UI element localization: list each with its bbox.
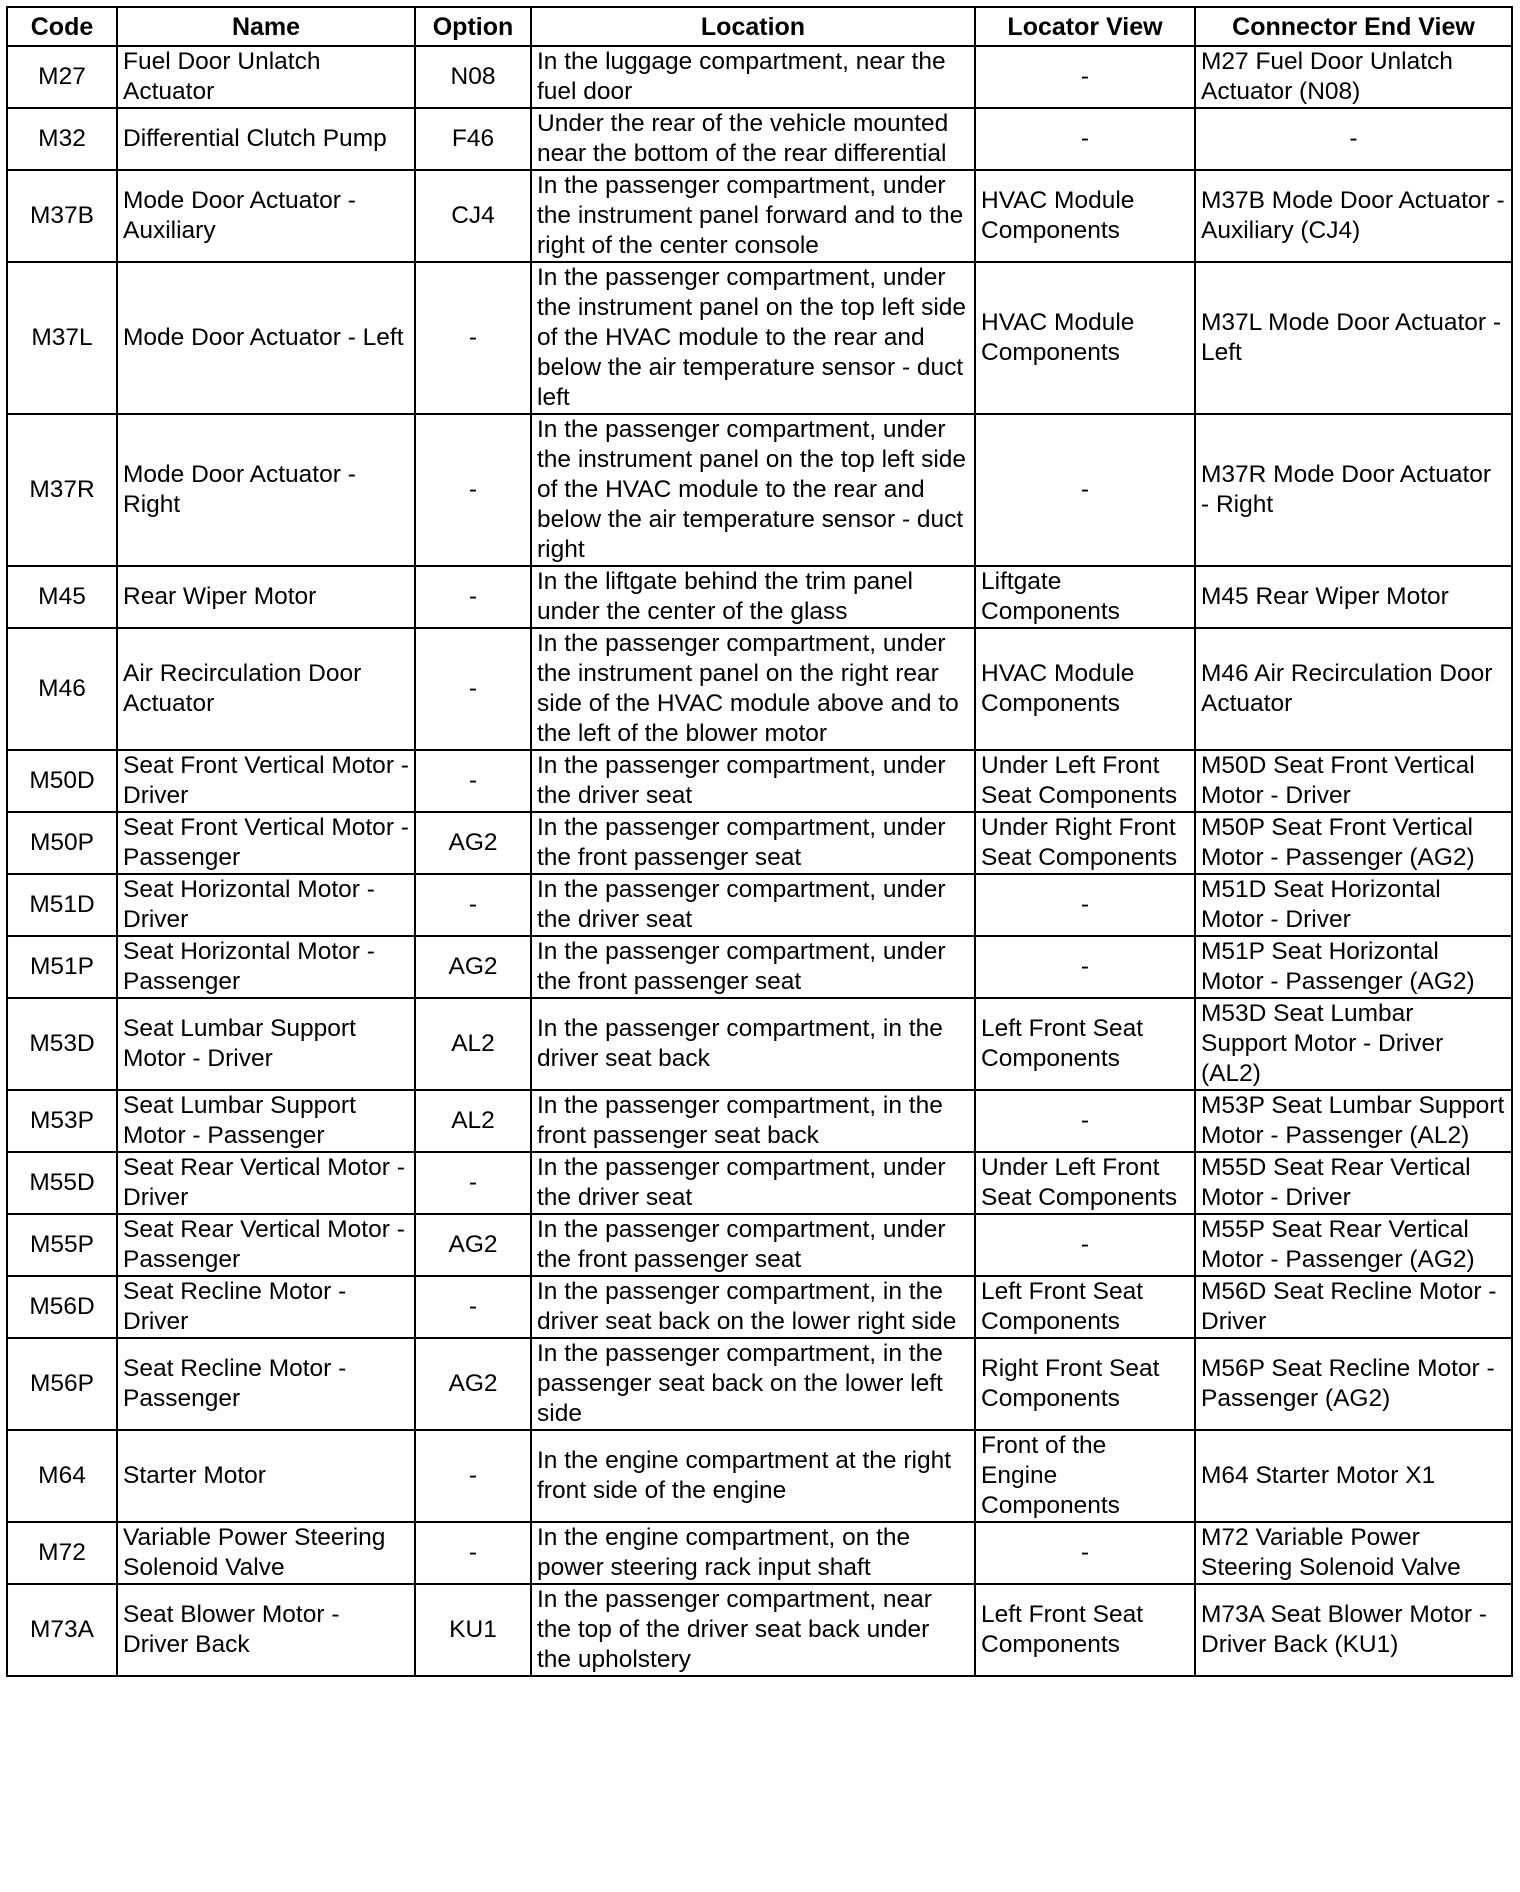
cell-code: M37L xyxy=(7,262,117,414)
cell-code: M55P xyxy=(7,1214,117,1276)
cell-location: In the liftgate behind the trim panel under the center of the glass xyxy=(531,566,975,628)
table-row xyxy=(7,628,1512,750)
cell-name: Seat Recline Motor - Passenger xyxy=(117,1338,415,1430)
cell-location: In the passenger compartment, under the front passenger seat xyxy=(531,812,975,874)
cell-locator-view: Left Front Seat Components xyxy=(975,1276,1195,1338)
cell-location: In the passenger compartment, under the instrument panel on the top left side of the HVAC module to the rear and below the air temperature sensor - duct left xyxy=(531,262,975,414)
cell-code: M50P xyxy=(7,812,117,874)
cell-locator-view: Liftgate Components xyxy=(975,566,1195,628)
cell-connector-end-view: M53D Seat Lumbar Support Motor - Driver (AL2) xyxy=(1195,998,1512,1090)
cell-option: AL2 xyxy=(415,998,531,1090)
cell-location: In the passenger compartment, under the instrument panel on the right rear side of the HVAC module above and to the left of the blower motor xyxy=(531,628,975,750)
cell-connector-end-view: M50P Seat Front Vertical Motor - Passenger (AG2) xyxy=(1195,812,1512,874)
cell-name: Mode Door Actuator - Right xyxy=(117,414,415,566)
cell-option: - xyxy=(415,1276,531,1338)
table-body xyxy=(7,46,1512,1676)
cell-option: - xyxy=(415,750,531,812)
cell-code: M27 xyxy=(7,46,117,108)
cell-connector-end-view: M37L Mode Door Actuator - Left xyxy=(1195,262,1512,414)
cell-locator-view: Left Front Seat Components xyxy=(975,1584,1195,1676)
table-header xyxy=(7,7,1512,46)
cell-option: - xyxy=(415,566,531,628)
cell-name: Seat Rear Vertical Motor - Driver xyxy=(117,1152,415,1214)
cell-locator-view: Right Front Seat Components xyxy=(975,1338,1195,1430)
cell-location: In the passenger compartment, under the front passenger seat xyxy=(531,1214,975,1276)
cell-locator-view: Under Left Front Seat Components xyxy=(975,750,1195,812)
cell-connector-end-view: M72 Variable Power Steering Solenoid Valve xyxy=(1195,1522,1512,1584)
header-connector-end-view: Connector End View xyxy=(1195,7,1512,46)
cell-location: Under the rear of the vehicle mounted near the bottom of the rear differential xyxy=(531,108,975,170)
cell-code: M50D xyxy=(7,750,117,812)
cell-name: Seat Horizontal Motor - Driver xyxy=(117,874,415,936)
cell-connector-end-view: M56D Seat Recline Motor - Driver xyxy=(1195,1276,1512,1338)
cell-name: Seat Front Vertical Motor - Passenger xyxy=(117,812,415,874)
cell-location: In the passenger compartment, under the driver seat xyxy=(531,1152,975,1214)
cell-connector-end-view: M46 Air Recirculation Door Actuator xyxy=(1195,628,1512,750)
cell-location: In the engine compartment at the right front side of the engine xyxy=(531,1430,975,1522)
cell-option: KU1 xyxy=(415,1584,531,1676)
cell-connector-end-view: M55P Seat Rear Vertical Motor - Passenger (AG2) xyxy=(1195,1214,1512,1276)
table-row xyxy=(7,998,1512,1090)
cell-option: - xyxy=(415,1152,531,1214)
table-row xyxy=(7,1152,1512,1214)
table-row xyxy=(7,1090,1512,1152)
cell-name: Mode Door Actuator - Auxiliary xyxy=(117,170,415,262)
cell-code: M46 xyxy=(7,628,117,750)
cell-connector-end-view: M27 Fuel Door Unlatch Actuator (N08) xyxy=(1195,46,1512,108)
cell-connector-end-view: M37R Mode Door Actuator - Right xyxy=(1195,414,1512,566)
cell-connector-end-view: M51D Seat Horizontal Motor - Driver xyxy=(1195,874,1512,936)
cell-option: AG2 xyxy=(415,812,531,874)
cell-locator-view: - xyxy=(975,108,1195,170)
cell-code: M56P xyxy=(7,1338,117,1430)
table-row xyxy=(7,874,1512,936)
cell-location: In the passenger compartment, in the passenger seat back on the lower left side xyxy=(531,1338,975,1430)
cell-locator-view: Left Front Seat Components xyxy=(975,998,1195,1090)
cell-code: M37R xyxy=(7,414,117,566)
header-row xyxy=(7,7,1512,46)
cell-code: M55D xyxy=(7,1152,117,1214)
cell-option: - xyxy=(415,628,531,750)
cell-locator-view: - xyxy=(975,1214,1195,1276)
cell-code: M72 xyxy=(7,1522,117,1584)
table-row xyxy=(7,750,1512,812)
cell-name: Seat Lumbar Support Motor - Passenger xyxy=(117,1090,415,1152)
cell-connector-end-view: M37B Mode Door Actuator - Auxiliary (CJ4) xyxy=(1195,170,1512,262)
header-location: Location xyxy=(531,7,975,46)
table-row xyxy=(7,170,1512,262)
cell-option: - xyxy=(415,1522,531,1584)
cell-name: Air Recirculation Door Actuator xyxy=(117,628,415,750)
cell-code: M32 xyxy=(7,108,117,170)
cell-location: In the luggage compartment, near the fuel door xyxy=(531,46,975,108)
cell-connector-end-view: M45 Rear Wiper Motor xyxy=(1195,566,1512,628)
cell-location: In the passenger compartment, under the driver seat xyxy=(531,750,975,812)
cell-name: Starter Motor xyxy=(117,1430,415,1522)
table-row xyxy=(7,1584,1512,1676)
cell-option: AG2 xyxy=(415,1214,531,1276)
table-row xyxy=(7,1214,1512,1276)
table-row xyxy=(7,1430,1512,1522)
table-row xyxy=(7,812,1512,874)
header-option: Option xyxy=(415,7,531,46)
table-row xyxy=(7,108,1512,170)
cell-name: Seat Blower Motor - Driver Back xyxy=(117,1584,415,1676)
cell-option: N08 xyxy=(415,46,531,108)
cell-connector-end-view: M73A Seat Blower Motor - Driver Back (KU1) xyxy=(1195,1584,1512,1676)
cell-location: In the passenger compartment, in the driver seat back on the lower right side xyxy=(531,1276,975,1338)
header-locator-view: Locator View xyxy=(975,7,1195,46)
cell-locator-view: HVAC Module Components xyxy=(975,262,1195,414)
cell-name: Fuel Door Unlatch Actuator xyxy=(117,46,415,108)
table-row xyxy=(7,1276,1512,1338)
cell-locator-view: - xyxy=(975,1090,1195,1152)
cell-locator-view: Front of the Engine Components xyxy=(975,1430,1195,1522)
component-locator-table xyxy=(6,6,1513,1677)
cell-name: Seat Front Vertical Motor - Driver xyxy=(117,750,415,812)
cell-option: - xyxy=(415,262,531,414)
cell-connector-end-view: M64 Starter Motor X1 xyxy=(1195,1430,1512,1522)
table-row xyxy=(7,262,1512,414)
cell-location: In the passenger compartment, in the driver seat back xyxy=(531,998,975,1090)
cell-connector-end-view: M50D Seat Front Vertical Motor - Driver xyxy=(1195,750,1512,812)
cell-code: M51D xyxy=(7,874,117,936)
cell-locator-view: HVAC Module Components xyxy=(975,628,1195,750)
cell-code: M45 xyxy=(7,566,117,628)
cell-name: Seat Horizontal Motor - Passenger xyxy=(117,936,415,998)
cell-code: M64 xyxy=(7,1430,117,1522)
header-name: Name xyxy=(117,7,415,46)
cell-option: AL2 xyxy=(415,1090,531,1152)
cell-locator-view: HVAC Module Components xyxy=(975,170,1195,262)
cell-locator-view: - xyxy=(975,1522,1195,1584)
cell-option: F46 xyxy=(415,108,531,170)
cell-code: M56D xyxy=(7,1276,117,1338)
cell-connector-end-view: M55D Seat Rear Vertical Motor - Driver xyxy=(1195,1152,1512,1214)
cell-locator-view: - xyxy=(975,46,1195,108)
table-row xyxy=(7,1338,1512,1430)
header-code: Code xyxy=(7,7,117,46)
cell-locator-view: - xyxy=(975,414,1195,566)
cell-name: Seat Lumbar Support Motor - Driver xyxy=(117,998,415,1090)
cell-option: - xyxy=(415,414,531,566)
cell-location: In the passenger compartment, under the instrument panel on the top left side of the HVAC module to the rear and below the air temperature sensor - duct right xyxy=(531,414,975,566)
cell-name: Variable Power Steering Solenoid Valve xyxy=(117,1522,415,1584)
table-row xyxy=(7,1522,1512,1584)
cell-code: M73A xyxy=(7,1584,117,1676)
cell-option: - xyxy=(415,1430,531,1522)
cell-option: CJ4 xyxy=(415,170,531,262)
table-row xyxy=(7,414,1512,566)
cell-location: In the passenger compartment, under the instrument panel forward and to the right of the center console xyxy=(531,170,975,262)
cell-name: Rear Wiper Motor xyxy=(117,566,415,628)
cell-name: Seat Rear Vertical Motor - Passenger xyxy=(117,1214,415,1276)
cell-option: AG2 xyxy=(415,936,531,998)
cell-location: In the passenger compartment, near the top of the driver seat back under the upholstery xyxy=(531,1584,975,1676)
cell-locator-view: Under Left Front Seat Components xyxy=(975,1152,1195,1214)
cell-option: AG2 xyxy=(415,1338,531,1430)
cell-location: In the passenger compartment, under the driver seat xyxy=(531,874,975,936)
table-row xyxy=(7,46,1512,108)
cell-locator-view: - xyxy=(975,874,1195,936)
cell-connector-end-view: M56P Seat Recline Motor - Passenger (AG2) xyxy=(1195,1338,1512,1430)
cell-name: Seat Recline Motor - Driver xyxy=(117,1276,415,1338)
table-row xyxy=(7,566,1512,628)
table-row xyxy=(7,936,1512,998)
cell-connector-end-view: M53P Seat Lumbar Support Motor - Passenger (AL2) xyxy=(1195,1090,1512,1152)
cell-option: - xyxy=(415,874,531,936)
cell-connector-end-view: - xyxy=(1195,108,1512,170)
cell-name: Differential Clutch Pump xyxy=(117,108,415,170)
cell-connector-end-view: M51P Seat Horizontal Motor - Passenger (AG2) xyxy=(1195,936,1512,998)
cell-locator-view: Under Right Front Seat Components xyxy=(975,812,1195,874)
cell-location: In the passenger compartment, under the front passenger seat xyxy=(531,936,975,998)
cell-code: M53P xyxy=(7,1090,117,1152)
cell-locator-view: - xyxy=(975,936,1195,998)
cell-location: In the passenger compartment, in the front passenger seat back xyxy=(531,1090,975,1152)
cell-name: Mode Door Actuator - Left xyxy=(117,262,415,414)
cell-code: M37B xyxy=(7,170,117,262)
cell-code: M53D xyxy=(7,998,117,1090)
cell-location: In the engine compartment, on the power steering rack input shaft xyxy=(531,1522,975,1584)
cell-code: M51P xyxy=(7,936,117,998)
